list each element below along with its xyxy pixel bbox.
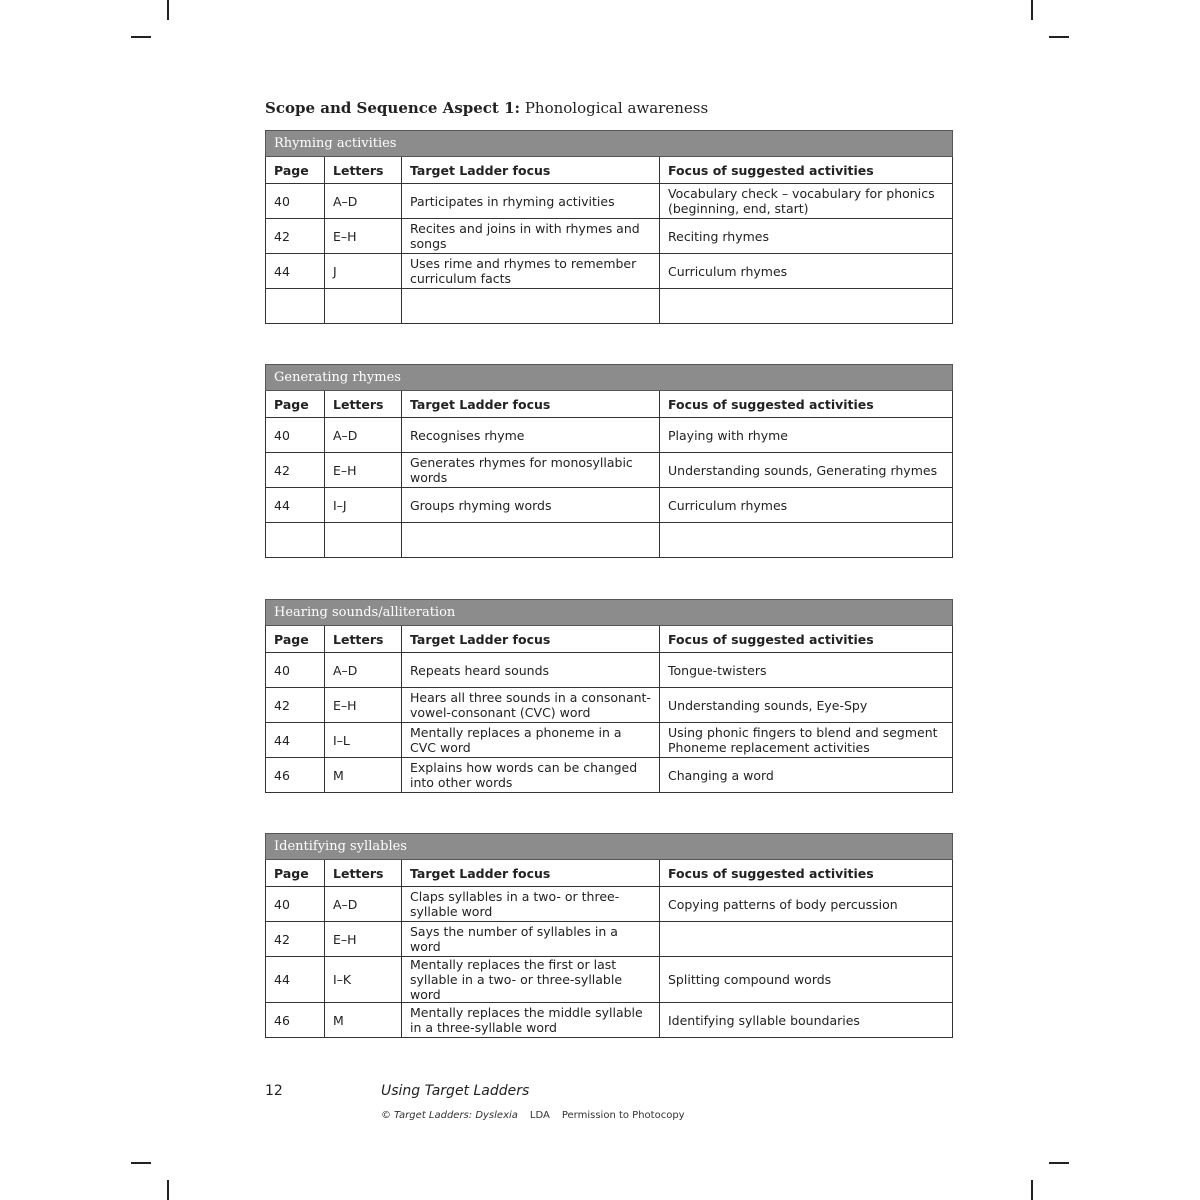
section-table [265,599,953,793]
crop-mark [167,1180,169,1200]
table-cell: I–K [325,957,402,1003]
table-cell: M [325,758,402,793]
table-cell: 44 [266,723,325,758]
table-cell: A–D [325,887,402,922]
table-cell [660,523,953,558]
column-header: Focus of suggested activities [660,626,953,653]
table-cell: 42 [266,688,325,723]
section-table [265,130,953,324]
section-title: Rhyming activities [266,131,953,157]
table-cell: Reciting rhymes [660,219,953,254]
table-cell: Curriculum rhymes [660,488,953,523]
scope-table [265,833,953,1038]
crop-mark [131,1162,151,1164]
scope-table [265,599,953,793]
crop-mark [1031,1180,1033,1200]
table-cell: A–D [325,418,402,453]
table-cell: A–D [325,653,402,688]
table-cell: Mentally replaces the first or last syllable in a two- or three-syllable word [402,957,660,1003]
table-cell: Generates rhymes for monosyllabic words [402,453,660,488]
table-cell [402,523,660,558]
table-row [266,922,953,957]
publisher: LDA [529,1110,550,1121]
table-cell: Hears all three sounds in a consonant-vowel-consonant (CVC) word [402,688,660,723]
table-cell: Mentally replaces a phoneme in a CVC word [402,723,660,758]
table-row [266,957,953,1003]
page-title-bold: Scope and Sequence Aspect 1: [265,99,521,117]
table-cell: 40 [266,653,325,688]
page-title-rest: Phonological awareness [520,99,709,117]
table-cell [325,289,402,324]
table-cell: E–H [325,219,402,254]
copyright-line [381,1110,697,1121]
table-cell: Groups rhyming words [402,488,660,523]
column-header: Letters [325,860,402,887]
table-cell: A–D [325,184,402,219]
table-cell: Understanding sounds, Generating rhymes [660,453,953,488]
table-cell: E–H [325,688,402,723]
table-cell: Claps syllables in a two- or three-syllable word [402,887,660,922]
section-title: Generating rhymes [266,365,953,391]
crop-mark [1049,1162,1069,1164]
table-cell: Explains how words can be changed into other words [402,758,660,793]
crop-mark [131,36,151,38]
table-cell: 46 [266,1003,325,1038]
table-cell: 40 [266,887,325,922]
table-cell: Curriculum rhymes [660,254,953,289]
book-title: Using Target Ladders [381,1083,530,1099]
table-cell: 44 [266,957,325,1003]
table-row [266,523,953,558]
table-cell: Playing with rhyme [660,418,953,453]
table-cell: Uses rime and rhymes to remember curriculum facts [402,254,660,289]
permission: Permission to Photocopy [561,1110,685,1121]
page-number: 12 [265,1083,283,1099]
table-row [266,758,953,793]
crop-mark [167,0,169,20]
table-row [266,688,953,723]
table-cell [266,523,325,558]
table-row [266,184,953,219]
table-cell: J [325,254,402,289]
table-cell: Copying patterns of body percussion [660,887,953,922]
table-cell: E–H [325,453,402,488]
section-table [265,833,953,1038]
column-header: Letters [325,391,402,418]
table-cell: 46 [266,758,325,793]
table-cell: Splitting compound words [660,957,953,1003]
column-header: Focus of suggested activities [660,157,953,184]
copyright-title: Target Ladders: Dyslexia [394,1110,518,1121]
section-table [265,364,953,558]
table-row [266,289,953,324]
table-cell: Identifying syllable boundaries [660,1003,953,1038]
table-cell: I–J [325,488,402,523]
table-row [266,453,953,488]
table-cell: 42 [266,219,325,254]
table-cell: 42 [266,922,325,957]
table-cell: 42 [266,453,325,488]
page-title [265,99,708,117]
table-cell: Understanding sounds, Eye-Spy [660,688,953,723]
column-header: Target Ladder focus [402,626,660,653]
table-row [266,488,953,523]
table-cell: 40 [266,418,325,453]
table-row [266,254,953,289]
table-cell: Vocabulary check – vocabulary for phonics (beginning, end, start) [660,184,953,219]
table-cell: Participates in rhyming activities [402,184,660,219]
table-cell [402,289,660,324]
table-row [266,219,953,254]
table-row [266,653,953,688]
table-cell: 44 [266,254,325,289]
table-cell [660,289,953,324]
column-header: Page [266,860,325,887]
scope-table [265,130,953,324]
table-cell: 40 [266,184,325,219]
table-cell: Changing a word [660,758,953,793]
table-cell: Repeats heard sounds [402,653,660,688]
crop-mark [1049,36,1069,38]
table-cell: Using phonic fingers to blend and segment Phoneme replacement activities [660,723,953,758]
copyright-symbol: © [381,1110,391,1121]
table-cell: I–L [325,723,402,758]
table-cell [266,289,325,324]
column-header: Page [266,391,325,418]
scope-table [265,364,953,558]
column-header: Target Ladder focus [402,391,660,418]
column-header: Focus of suggested activities [660,391,953,418]
column-header: Letters [325,157,402,184]
table-row [266,418,953,453]
table-cell [660,922,953,957]
table-cell: M [325,1003,402,1038]
section-title: Identifying syllables [266,834,953,860]
table-row [266,887,953,922]
table-cell: Mentally replaces the middle syllable in a three-syllable word [402,1003,660,1038]
table-cell: Recognises rhyme [402,418,660,453]
table-cell: 44 [266,488,325,523]
column-header: Target Ladder focus [402,860,660,887]
section-title: Hearing sounds/alliteration [266,600,953,626]
column-header: Page [266,157,325,184]
table-cell: E–H [325,922,402,957]
table-row [266,1003,953,1038]
table-cell: Recites and joins in with rhymes and songs [402,219,660,254]
column-header: Page [266,626,325,653]
column-header: Target Ladder focus [402,157,660,184]
table-cell: Tongue-twisters [660,653,953,688]
column-header: Focus of suggested activities [660,860,953,887]
table-cell [325,523,402,558]
column-header: Letters [325,626,402,653]
crop-mark [1031,0,1033,20]
table-cell: Says the number of syllables in a word [402,922,660,957]
table-row [266,723,953,758]
